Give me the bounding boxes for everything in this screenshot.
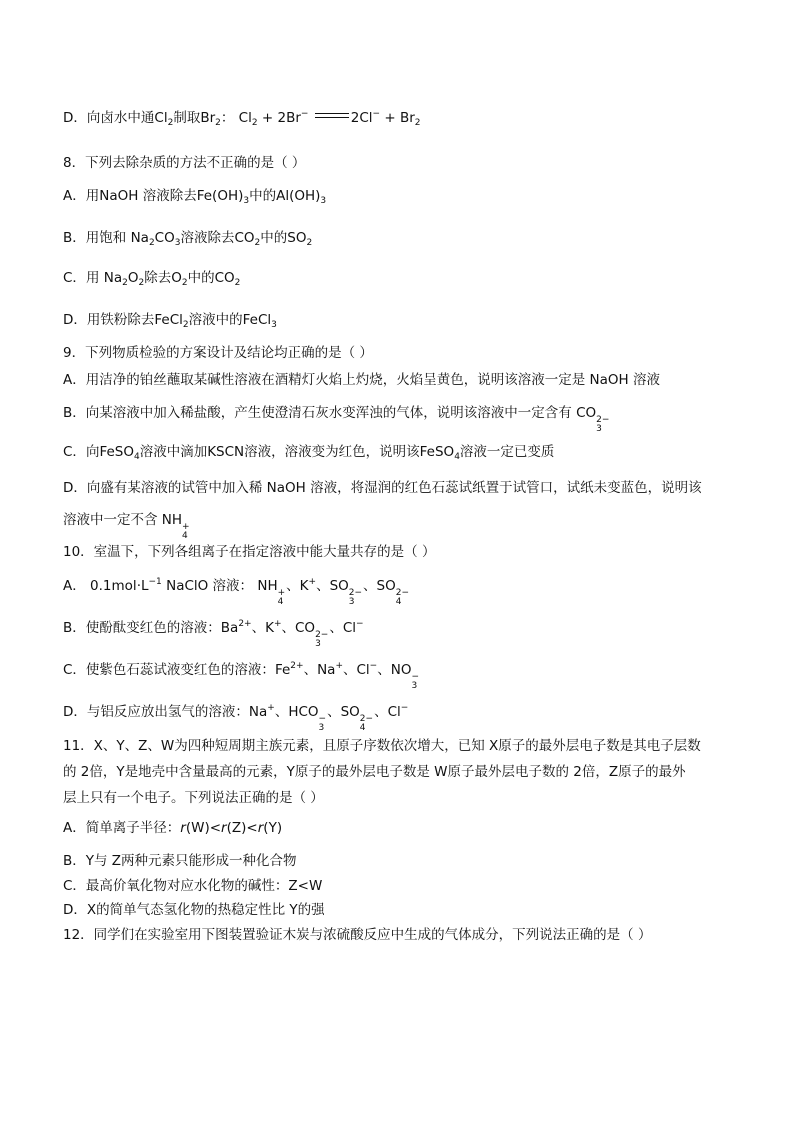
charge: − — [400, 703, 409, 713]
sup-sub — [411, 673, 419, 691]
text: NaClO 溶液： — [166, 578, 254, 594]
q10-option-d — [63, 702, 744, 733]
formula: Cl — [154, 110, 168, 126]
formula: SO — [329, 578, 349, 594]
formula: Cl — [238, 110, 252, 126]
subscript: 4 — [133, 452, 140, 462]
formula: (OH) — [289, 188, 321, 204]
formula: Cl — [356, 662, 370, 678]
plus: + — [261, 110, 274, 126]
formula: CO — [576, 405, 597, 421]
subscript: 4 — [395, 597, 402, 607]
q9-option-d: D．向盛有某溶液的试管中加入稀 NaOH 溶液，将湿润的红色石蕊试纸置于试管口，试纸未变蓝色，说明该 — [63, 480, 702, 496]
q9-option-d-cont — [63, 510, 744, 541]
text: 中的 — [249, 188, 277, 204]
charge: + — [267, 703, 275, 713]
q8-option-a — [63, 186, 744, 206]
charge: + — [182, 522, 190, 532]
sep: 、 — [274, 704, 289, 720]
q10-option-c — [63, 660, 744, 691]
formula: Na — [248, 704, 268, 720]
q10-option-b — [63, 618, 744, 649]
q9-option-c — [63, 442, 744, 462]
q9-option-b — [63, 403, 744, 434]
sup-sub — [596, 416, 609, 434]
subscript: 4 — [359, 723, 366, 733]
formula: Br — [286, 110, 301, 126]
subscript: 4 — [277, 597, 284, 607]
plus: + — [384, 110, 396, 126]
charge: − — [369, 661, 378, 671]
var-r: r — [221, 820, 227, 836]
charge: − — [356, 619, 364, 629]
formula: FeSO — [99, 444, 134, 460]
subscript: 2 — [215, 118, 221, 128]
subscript: 2 — [234, 278, 241, 288]
text: ： — [220, 110, 235, 126]
formula: Ba — [220, 620, 239, 636]
text: 中的 — [260, 230, 288, 246]
formula: CO — [234, 230, 255, 246]
sep: 、 — [329, 620, 343, 636]
sup-sub — [396, 589, 409, 607]
text: 向卤水中通 — [86, 110, 155, 126]
charge: + — [277, 588, 286, 598]
option-label: B． — [63, 230, 86, 246]
charge: 2− — [395, 588, 410, 598]
q11-option-c: C．最高价氧化物对应水化物的碱性：Z<W — [63, 878, 323, 894]
subscript: 3 — [315, 639, 321, 649]
formula: Fe — [274, 662, 291, 678]
equals-sign — [315, 112, 349, 120]
subscript: 4 — [454, 452, 460, 462]
charge: 2+ — [238, 619, 252, 629]
text: 用NaOH 溶液除去 — [85, 188, 197, 204]
charge: − — [411, 672, 419, 682]
formula: NH — [161, 512, 183, 528]
q11-stem-line3: 层上只有一个电子。下列说法正确的是（ ） — [63, 790, 324, 806]
q10-option-a — [63, 576, 744, 607]
text: 用铁粉除去 — [86, 312, 155, 328]
formula: Al — [276, 188, 290, 204]
sup-sub — [315, 631, 328, 649]
q8-stem: 8．下列去除杂质的方法不正确的是（ ） — [63, 155, 306, 171]
charge: − — [300, 109, 309, 119]
value: 0.1mol — [90, 578, 137, 594]
formula: FeSO — [419, 444, 455, 460]
formula: SO — [287, 230, 307, 246]
subscript: 3 — [596, 424, 602, 434]
formula: Cl — [342, 620, 357, 636]
option-label: D． — [63, 110, 87, 126]
subscript: 2 — [138, 278, 145, 288]
sup-sub — [319, 715, 327, 733]
q8-option-b — [63, 228, 744, 248]
formula: K — [299, 578, 309, 594]
sep: 、 — [342, 662, 357, 678]
sep: 、 — [251, 620, 266, 636]
var: Z — [231, 820, 242, 836]
text: B．向某溶液中加入稀盐酸，产生使澄清石灰水变浑浊的气体，说明该溶液中一定含有 — [63, 405, 572, 421]
subscript: 2 — [251, 118, 258, 128]
formula: (OH) — [212, 188, 244, 204]
formula: CO — [295, 620, 316, 636]
dot: · — [136, 578, 141, 594]
option-label: A． — [63, 188, 86, 204]
text: 溶液中一定不含 — [63, 512, 158, 528]
option-label: C． — [63, 270, 86, 286]
formula: FeCl — [242, 312, 272, 328]
formula: NO — [390, 662, 412, 678]
formula: Na — [103, 270, 123, 286]
formula: NH — [257, 578, 278, 594]
formula: HCO — [288, 704, 319, 720]
option-label: A． — [63, 578, 86, 594]
q7-option-d — [63, 108, 744, 128]
subscript: 2 — [122, 278, 128, 288]
text: 溶液中的 — [188, 312, 243, 328]
subscript: 3 — [271, 320, 277, 330]
formula: Na — [317, 662, 336, 678]
subscript: 4 — [182, 531, 188, 541]
var: W — [191, 820, 205, 836]
subscript: 3 — [243, 196, 250, 206]
subscript: 2 — [181, 278, 188, 288]
subscript: 2 — [414, 118, 421, 128]
sup-sub — [278, 589, 286, 607]
charge: 2− — [348, 588, 363, 598]
unit: L — [140, 578, 149, 594]
sup-sub — [182, 523, 190, 541]
subscript: 3 — [320, 196, 327, 206]
text: C．使紫色石蕊试液变红色的溶液： — [63, 662, 275, 678]
var: Y — [268, 820, 277, 836]
sep: 、 — [377, 662, 391, 678]
sep: 、 — [316, 578, 330, 594]
sup-sub — [349, 589, 362, 607]
charge: − — [372, 109, 381, 119]
q11-option-a: A．简单离子半径：r(W)<r(Z)<r(Y) — [63, 820, 283, 836]
formula: O — [127, 270, 139, 286]
q11-stem-line1: 11．X、Y、Z、W为四种短周期主族元素，且原子序数依次增大，已知 X原子的最外层电子数是其电子层数 — [63, 738, 701, 754]
text: 溶液一定已变质 — [459, 444, 555, 460]
lt: < — [246, 820, 258, 836]
charge: − — [318, 714, 327, 724]
text: 中的 — [187, 270, 215, 286]
coef: 2 — [350, 110, 360, 126]
option-label: C． — [63, 444, 86, 460]
q9-option-a: A．用洁净的铂丝蘸取某碱性溶液在酒精灯火焰上灼烧，火焰呈黄色，说明该溶液一定是 NaOH 溶液 — [63, 372, 660, 388]
sep: 、 — [327, 704, 341, 720]
q8-option-c — [63, 268, 744, 288]
subscript: 3 — [411, 681, 418, 691]
subscript: 2 — [182, 320, 189, 330]
formula: Cl — [359, 110, 373, 126]
q11-stem-line2: 的 2倍，Y是地壳中含量最高的元素，Y原子的最外层电子数是 W原子最外层电子数的 2倍，Z原子的最外 — [63, 764, 686, 780]
charge: 2+ — [290, 661, 304, 671]
charge: 2− — [315, 630, 329, 640]
formula: Fe — [196, 188, 213, 204]
formula: O — [171, 270, 182, 286]
formula: Cl — [387, 704, 401, 720]
subscript: 2 — [148, 238, 155, 248]
formula: KSCN — [207, 444, 245, 460]
sep: 、 — [281, 620, 295, 636]
sep: 、 — [286, 578, 300, 594]
formula: FeCl — [154, 312, 183, 328]
charge: + — [273, 619, 282, 629]
formula: Na — [130, 230, 149, 246]
text: B．使酚酞变红色的溶液： — [63, 620, 221, 636]
q9-stem: 9．下列物质检验的方案设计及结论均正确的是（ ） — [63, 345, 373, 361]
text: 用 — [85, 270, 100, 286]
exponent: −1 — [148, 577, 162, 587]
charge: 2− — [359, 714, 374, 724]
subscript: 3 — [174, 238, 181, 248]
text: 用饱和 — [85, 230, 127, 246]
formula: Br — [200, 110, 216, 126]
text: 除去 — [144, 270, 172, 286]
text: A．简单离子半径： — [63, 820, 181, 836]
q12-stem: 12．同学们在实验室用下图装置验证木炭与浓硫酸反应中生成的气体成分，下列说法正确的是（ ） — [63, 927, 652, 943]
text: D．与铝反应放出氢气的溶液： — [63, 704, 249, 720]
var-r: r — [257, 820, 264, 836]
lt: < — [209, 820, 222, 836]
formula: CO — [214, 270, 235, 286]
formula: SO — [376, 578, 396, 594]
q10-stem: 10．室温下，下列各组离子在指定溶液中能大量共存的是（ ） — [63, 544, 436, 560]
sup-sub — [360, 715, 373, 733]
text: 溶液中滴加 — [139, 444, 208, 460]
charge: + — [308, 577, 317, 587]
subscript: 2 — [306, 238, 313, 248]
subscript: 2 — [254, 238, 261, 248]
sep: 、 — [363, 578, 377, 594]
q11-option-d: D．X的简单气态氢化物的热稳定性比 Y的强 — [63, 902, 325, 918]
charge: + — [335, 661, 343, 671]
option-label: D． — [63, 312, 87, 328]
subscript: 3 — [318, 723, 325, 733]
subscript: 2 — [167, 118, 174, 128]
sep: 、 — [303, 662, 318, 678]
var-r: r — [180, 820, 186, 836]
formula: K — [265, 620, 274, 636]
charge: 2− — [596, 415, 610, 425]
formula: CO — [154, 230, 175, 246]
coef: 2 — [277, 110, 287, 126]
subscript: 3 — [348, 597, 355, 607]
formula: Br — [399, 110, 415, 126]
text: 溶液除去 — [180, 230, 235, 246]
text: 溶液，溶液变为红色，说明该 — [244, 444, 420, 460]
sep: 、 — [374, 704, 388, 720]
text: 向 — [85, 444, 100, 460]
formula: SO — [340, 704, 360, 720]
q8-option-d — [63, 310, 744, 330]
text: 制取 — [173, 110, 201, 126]
q11-option-b: B．Y与 Z两种元素只能形成一种化合物 — [63, 853, 297, 869]
